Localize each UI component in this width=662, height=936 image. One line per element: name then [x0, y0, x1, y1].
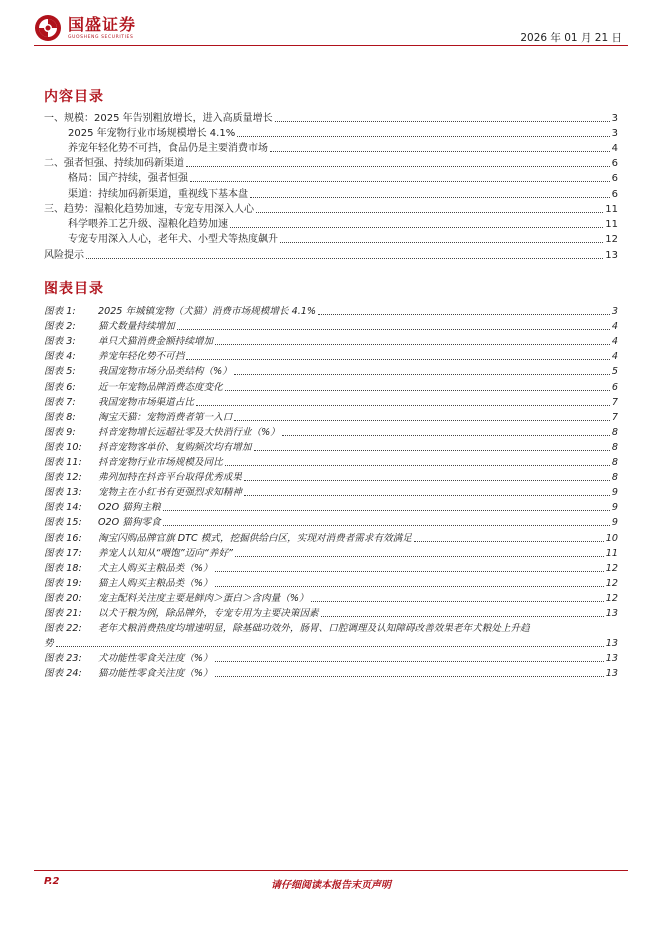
dot-leader	[186, 359, 610, 360]
figure-page: 13	[605, 608, 618, 619]
figure-title: 宠主配料关注度主要是鲜肉＞蛋白＞含肉量（%）	[98, 593, 309, 604]
figure-number: 图表 13:	[44, 487, 82, 498]
figure-number: 图表 14:	[44, 502, 82, 513]
figure-entry[interactable]	[44, 516, 618, 529]
logo-chinese-name: 国盛证券	[68, 14, 137, 34]
company-logo	[34, 14, 136, 42]
figure-title: O2O 猫狗主粮	[98, 502, 161, 513]
figure-title: 犬功能性零食关注度（%）	[98, 653, 213, 664]
figure-number: 图表 23:	[44, 653, 82, 664]
figure-number: 图表 24:	[44, 668, 82, 679]
figure-entry[interactable]	[44, 486, 618, 499]
toc-entry-page: 13	[605, 250, 618, 261]
toc-entry-title: 风险提示	[44, 250, 84, 261]
figure-entry[interactable]	[44, 532, 618, 545]
dot-leader	[280, 242, 603, 243]
figure-number: 图表 9:	[44, 427, 76, 438]
figure-page: 9	[611, 517, 618, 528]
dot-leader	[270, 151, 610, 152]
figure-page: 13	[605, 638, 618, 649]
toc-entry[interactable]	[68, 188, 618, 201]
dot-leader	[244, 495, 610, 496]
dot-leader	[234, 374, 610, 375]
dot-leader	[321, 616, 604, 617]
figure-page: 9	[611, 487, 618, 498]
figure-entry-continuation[interactable]	[44, 637, 618, 650]
header-divider	[34, 45, 628, 46]
figure-title: 猫功能性零食关注度（%）	[98, 668, 213, 679]
figure-page: 13	[605, 653, 618, 664]
figure-page: 4	[611, 336, 618, 347]
dot-leader	[254, 450, 610, 451]
toc-entry[interactable]	[44, 112, 618, 125]
dot-leader	[318, 314, 610, 315]
figure-title: 老年犬粮消费热度均增速明显，除基础功效外，肠胃、口腔调理及认知障碍改善效果老年犬粮处上升趋	[98, 623, 530, 634]
toc-entry-title: 格局：国产持续，强者恒强	[68, 173, 188, 184]
figure-title: 我国宠物市场分品类结构（%）	[98, 366, 232, 377]
figure-entry[interactable]	[44, 456, 618, 469]
figure-entry[interactable]	[44, 622, 618, 635]
dot-leader	[215, 661, 604, 662]
figure-title: O2O 猫狗零食	[98, 517, 161, 528]
toc-entry-title: 养宠年轻化势不可挡，食品仍是主要消费市场	[68, 143, 268, 154]
figure-title: 淘宝闪购品牌官旗 DTC 模式，挖掘供给白区，实现对消费者需求有效满足	[98, 533, 412, 544]
toc-entry[interactable]	[68, 127, 618, 140]
figure-number: 图表 12:	[44, 472, 82, 483]
toc-entry[interactable]	[68, 218, 618, 231]
disclaimer-note: 请仔细阅读本报告末页声明	[271, 880, 391, 891]
figure-list-title: 图表目录	[44, 281, 104, 297]
figure-page: 7	[611, 412, 618, 423]
figure-page: 3	[611, 306, 618, 317]
figure-number: 图表 3:	[44, 336, 76, 347]
figure-number: 图表 7:	[44, 397, 76, 408]
toc-entry-page: 3	[611, 128, 618, 139]
figure-entry[interactable]	[44, 607, 618, 620]
dot-leader	[311, 601, 604, 602]
figure-entry[interactable]	[44, 441, 618, 454]
figure-number: 图表 11:	[44, 457, 82, 468]
figure-number: 图表 4:	[44, 351, 76, 362]
dot-leader	[230, 227, 603, 228]
figure-title: 单只犬猫消费金额持续增加	[98, 336, 214, 347]
figure-page: 8	[611, 427, 618, 438]
toc-entry[interactable]	[44, 249, 618, 262]
figure-entry[interactable]	[44, 667, 618, 680]
figure-entry[interactable]	[44, 411, 618, 424]
toc-entry-title: 科学喂养工艺升级、湿粮化趋势加速	[68, 219, 228, 230]
dot-leader	[177, 329, 610, 330]
figure-entry[interactable]	[44, 381, 618, 394]
figure-page: 8	[611, 442, 618, 453]
report-date: 2026 年 01 月 21 日	[520, 32, 622, 44]
toc-entry-title: 渠道：持续加码新渠道，重视线下基本盘	[68, 189, 248, 200]
toc-entry[interactable]	[44, 157, 618, 170]
toc-entry-page: 11	[605, 219, 618, 230]
dot-leader	[414, 541, 604, 542]
toc-entry-page: 11	[605, 204, 618, 215]
page-number: P.2	[44, 876, 60, 887]
figure-page: 6	[611, 382, 618, 393]
toc-entry[interactable]	[44, 203, 618, 216]
figure-entry[interactable]	[44, 562, 618, 575]
figure-entry[interactable]	[44, 365, 618, 378]
figure-entry[interactable]	[44, 426, 618, 439]
figure-title: 养宠年轻化势不可挡	[98, 351, 185, 362]
figure-page: 8	[611, 472, 618, 483]
figure-page: 4	[611, 351, 618, 362]
figure-title: 弗列加特在抖音平台取得优秀成果	[98, 472, 242, 483]
figure-entry[interactable]	[44, 305, 618, 318]
dot-leader	[163, 510, 610, 511]
toc-entry-title: 一、规模：2025 年告别粗放增长，进入高质量增长	[44, 113, 273, 124]
logo-english-name: GUOSHENG SECURITIES	[68, 34, 134, 40]
figure-title: 猫主人购买主粮品类（%）	[98, 578, 213, 589]
figure-title: 犬主人购买主粮品类（%）	[98, 563, 213, 574]
figure-number: 图表 22:	[44, 623, 82, 634]
figure-title-continued: 势	[44, 638, 54, 649]
dot-leader	[234, 420, 610, 421]
dot-leader	[275, 121, 610, 122]
figure-entry[interactable]	[44, 396, 618, 409]
figure-entry[interactable]	[44, 501, 618, 514]
dot-leader	[250, 197, 610, 198]
dot-leader	[190, 181, 610, 182]
figure-number: 图表 15:	[44, 517, 82, 528]
figure-page: 7	[611, 397, 618, 408]
dot-leader	[56, 646, 604, 647]
toc-entry-title: 专宠专用深入人心，老年犬、小型犬等热度飙升	[68, 234, 278, 245]
footer-divider	[34, 870, 628, 871]
toc-entry-page: 6	[611, 173, 618, 184]
toc-entry-title: 2025 年宠物行业市场规模增长 4.1%	[68, 128, 236, 139]
figure-page: 5	[611, 366, 618, 377]
figure-title: 宠物主在小红书有更强烈求知精神	[98, 487, 242, 498]
figure-entry[interactable]	[44, 592, 618, 605]
figure-entry[interactable]	[44, 335, 618, 348]
toc-entry-page: 12	[605, 234, 618, 245]
figure-title: 抖音宠物增长远超社零及大快消行业（%）	[98, 427, 280, 438]
page-header	[0, 0, 662, 50]
toc-entry-page: 6	[611, 158, 618, 169]
figure-entry[interactable]	[44, 577, 618, 590]
figure-page: 12	[605, 563, 618, 574]
figure-page: 10	[605, 533, 618, 544]
dot-leader	[256, 212, 603, 213]
figure-page: 12	[605, 593, 618, 604]
figure-title: 养宠人认知从“喂饱”迈向“养好”	[98, 548, 234, 559]
figure-title: 我国宠物市场渠道占比	[98, 397, 194, 408]
figure-title: 抖音宠物客单价、复购频次均有增加	[98, 442, 252, 453]
figure-entry[interactable]	[44, 652, 618, 665]
dot-leader	[196, 405, 610, 406]
figure-title: 以犬干粮为例，除品牌外，专宠专用为主要决策因素	[98, 608, 319, 619]
toc-entry-page: 3	[611, 113, 618, 124]
figure-number: 图表 6:	[44, 382, 76, 393]
dot-leader	[225, 465, 610, 466]
figure-page: 9	[611, 502, 618, 513]
figure-title: 猫犬数量持续增加	[98, 321, 175, 332]
dot-leader	[186, 166, 610, 167]
figure-number: 图表 1:	[44, 306, 76, 317]
figure-number: 图表 8:	[44, 412, 76, 423]
figure-page: 13	[605, 668, 618, 679]
figure-title: 淘宝天猫：宠物消费者第一入口	[98, 412, 233, 423]
figure-entry[interactable]	[44, 471, 618, 484]
dot-leader	[215, 344, 610, 345]
toc-entry-title: 三、趋势：湿粮化趋势加速，专宠专用深入人心	[44, 204, 254, 215]
figure-number: 图表 17:	[44, 548, 82, 559]
figure-number: 图表 19:	[44, 578, 82, 589]
dot-leader	[163, 525, 610, 526]
dot-leader	[215, 586, 604, 587]
figure-page: 12	[605, 578, 618, 589]
toc-entry[interactable]	[68, 233, 618, 246]
dot-leader	[237, 136, 609, 137]
figure-number: 图表 2:	[44, 321, 76, 332]
figure-number: 图表 10:	[44, 442, 82, 453]
figure-number: 图表 21:	[44, 608, 82, 619]
dot-leader	[235, 556, 604, 557]
figure-entry[interactable]	[44, 547, 618, 560]
dot-leader	[86, 258, 603, 259]
figure-number: 图表 18:	[44, 563, 82, 574]
toc-entry-page: 6	[611, 189, 618, 200]
dot-leader	[215, 571, 604, 572]
figure-page: 8	[611, 457, 618, 468]
figure-entry[interactable]	[44, 350, 618, 363]
figure-title: 2025 年城镇宠物（犬猫）消费市场规模增长 4.1%	[98, 306, 316, 317]
figure-entry[interactable]	[44, 320, 618, 333]
figure-title: 近一年宠物品牌消费态度变化	[98, 382, 223, 393]
toc-entry-title: 二、强者恒强、持续加码新渠道	[44, 158, 184, 169]
figure-page: 4	[611, 321, 618, 332]
dot-leader	[282, 435, 610, 436]
dot-leader	[244, 480, 610, 481]
toc-entry[interactable]	[68, 172, 618, 185]
figure-number: 图表 20:	[44, 593, 82, 604]
toc-title: 内容目录	[44, 89, 104, 105]
dot-leader	[225, 390, 610, 391]
figure-number: 图表 16:	[44, 533, 82, 544]
figure-page: 11	[605, 548, 618, 559]
figure-title: 抖音宠物行业市场规模及同比	[98, 457, 223, 468]
logo-mark-icon	[34, 14, 62, 42]
toc-entry[interactable]	[68, 142, 618, 155]
dot-leader	[215, 676, 604, 677]
toc-entry-page: 4	[611, 143, 618, 154]
figure-number: 图表 5:	[44, 366, 76, 377]
